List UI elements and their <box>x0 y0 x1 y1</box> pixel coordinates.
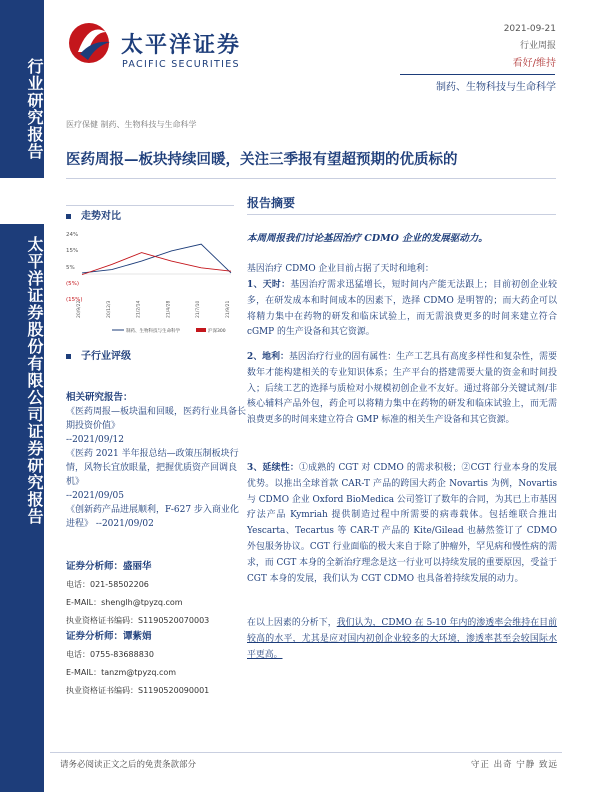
trend-chart <box>66 228 240 340</box>
x-tick-label: 21/4/28 <box>166 300 172 318</box>
summary-paragraph-3: 3、延续性：①成熟的 CGT 对 CDMO 的需求积极；②CGT 行业本身的发展优势。以推出全球首款 CAR-T 产品的跨国大药企 Novartis 为例，Novartis 与 CDMO 企业 Oxford BioMedica 公司签订了数年的合同，为其已上市基因疗法产品 Kymriah 提供制造过程中所需要的病毒载体。包括维联合推出 Yescarta、Tecartus 等 CAR-T 产品的 Kite/Gilead 也赫然签订了 CDMO 外包服务协议。CGT 行业面临的极大来自于除了肿瘤外，罕见病和慢性病的需求，而 CGT 本身的全新治疗理念是这一行业可以持续发展的重要原因，受益于 CGT 本身的发展，我们认为 CGT CDMO 也具备着持续发展的动力。 <box>247 463 557 584</box>
y-tick-label: (5%) <box>66 281 80 287</box>
trend-divider <box>66 205 234 206</box>
x-tick-label: 21/9/21 <box>226 300 231 318</box>
sector-label: 制药、生物科技与生命科学 <box>436 82 556 93</box>
title-divider <box>66 178 556 179</box>
x-tick-label: 21/7/10 <box>196 300 202 318</box>
analyst-cert: 执业资格证书编码：S1190520090001 <box>66 686 210 695</box>
analyst-phone: 电话：021-58502206 <box>66 580 149 589</box>
footer-disclaimer: 请务必阅读正文之后的免责条款部分 <box>60 760 197 770</box>
related-report-item[interactable]: 《医药周报—板块温和回暖，医药行业具备长期投资价值》 <box>66 407 247 431</box>
legend-csi300: 沪深300 <box>208 329 226 334</box>
brand-name-cn: 太平洋证券 <box>121 33 242 58</box>
x-tick-label: 21/2/14 <box>136 300 142 318</box>
page-title: 医药周报—板块持续回暖，关注三季报有望超预期的优质标的 <box>66 151 458 168</box>
brand-name-en: PACIFIC SECURITIES <box>122 59 240 70</box>
related-reports-list <box>66 405 246 531</box>
footer-motto: 守正 出奇 宁静 致远 <box>470 760 558 770</box>
summary-lead: 本周周报我们讨论基因治疗 CDMO 企业的发展驱动力。 <box>247 233 488 244</box>
y-tick-label: 24% <box>66 232 79 238</box>
sidebar-bottom-text: 太平洋证券股份有限公司证券研究报告 <box>25 236 44 525</box>
sidebar-top-text: 行业研究报告 <box>25 58 44 160</box>
breadcrumb: 医疗保健 制药、生物科技与生命科学 <box>66 120 197 129</box>
related-report-item[interactable]: 《创新药产品进展顺利，F-627 步入商业化进程》 --2021/09/02 <box>66 505 239 529</box>
bullet-square-icon <box>66 354 71 359</box>
industry-rating: 看好/维持 <box>512 58 556 69</box>
trend-section-heading: 走势对比 <box>66 207 121 222</box>
bullet-square-icon <box>66 214 71 219</box>
subsector-rating-heading: 子行业评级 <box>66 347 131 362</box>
analyst-cert: 执业资格证书编码：S1190520070003 <box>66 616 210 625</box>
header-meta <box>504 24 556 69</box>
related-report-item[interactable]: 《医药 2021 半年报总结—政策压制板块行情，风物长宜放眼量，把握优质资产回调良机》 <box>66 449 239 487</box>
sidebar <box>0 0 44 792</box>
summary-paragraph-1: 1、天时：基因治疗需求迅猛增长，短时间内产能无法跟上；目前初创企业较多，在研发成本和时间成本的因素下，选择 CDMO 是明智的；而大药企可以将精力集中在药物的研发和临床试验上，而无需浪费更多的时间来建立符合 cGMP 的生产设备和其它资源。 <box>247 280 557 338</box>
analyst-email[interactable]: E-MAIL：tanzm@tpyzq.com <box>66 668 177 677</box>
pacific-securities-logo-icon <box>66 18 112 68</box>
legend-pharma: 制药、生物科技与生命科学 <box>126 329 180 334</box>
analyst-phone: 电话：0755-83688830 <box>66 650 154 659</box>
report-date: 2021-09-21 <box>503 24 556 34</box>
sidebar-divider <box>0 178 44 224</box>
header-divider <box>400 74 555 75</box>
summary-intro: 基因治疗 CDMO 企业目前占据了天时和地利： <box>247 264 434 274</box>
summary-conclusion: 在以上因素的分析下，我们认为，CDMO 在 5-10 年内的渗透率会维持在目前较高的水平，尤其是应对国内初创企业较多的大环境，渗透率甚至会较国际水平更高。 <box>247 618 558 660</box>
y-tick-label: 5% <box>66 265 75 271</box>
report-type: 行业周报 <box>519 41 556 51</box>
summary-heading: 报告摘要 <box>247 196 296 210</box>
x-tick-label: 20/12/3 <box>106 300 112 318</box>
y-tick-label: 15% <box>66 248 79 254</box>
related-report-date: --2021/09/12 <box>66 435 124 445</box>
summary-paragraph-2: 2、地利：基因治疗行业的固有属性：生产工艺具有高度多样性和复杂性，需要数年才能构建相关的专业知识体系；生产平台的搭建需要大量的资金和时间投入；后续工艺的选择与质检对小规模初创企业不友好。通过将部分关键试剂/非核心辅料产品外包，药企可以将精力集中在药物的研发和临床试验上，而无需浪费更多的时间来建立符合 GMP 标准的相关生产设备和其它资源。 <box>247 352 557 426</box>
analyst-email[interactable]: E-MAIL：shenglh@tpyzq.com <box>66 598 183 607</box>
x-tick-label: 20/9/22 <box>77 300 82 318</box>
related-report-date: --2021/09/05 <box>66 491 124 501</box>
analyst-card <box>66 558 246 633</box>
related-reports-heading: 相关研究报告： <box>66 392 133 403</box>
analyst-name: 证券分析师：盛丽华 <box>66 561 152 572</box>
y-tick-label: (15%) <box>66 297 83 303</box>
summary-divider <box>247 214 556 215</box>
analyst-name: 证券分析师：谭紫娟 <box>66 631 152 642</box>
analyst-card <box>66 628 246 703</box>
footer-divider <box>50 752 562 753</box>
